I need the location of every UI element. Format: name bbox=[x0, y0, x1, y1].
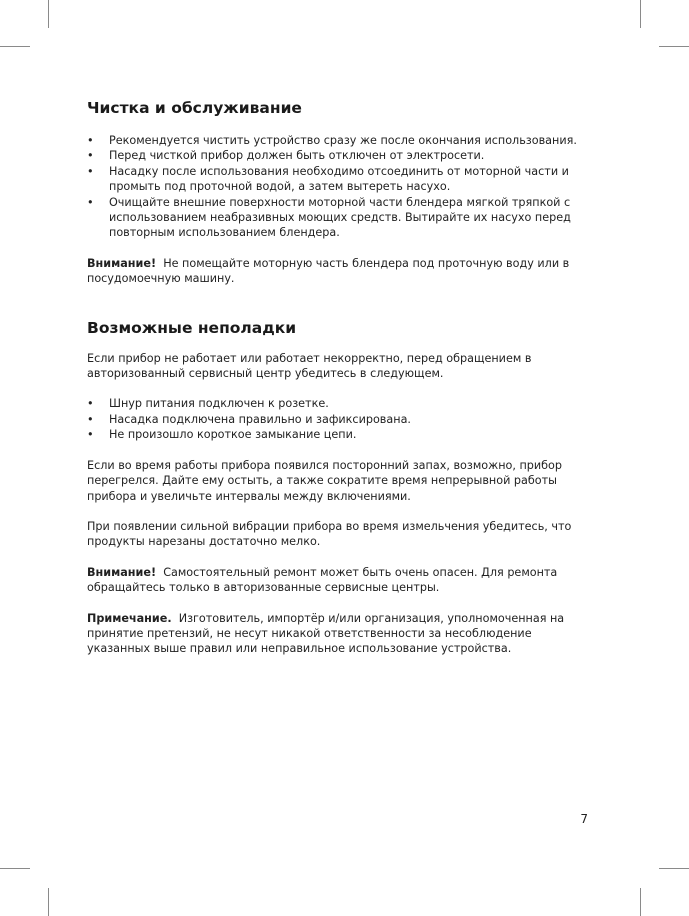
bullet-icon: • bbox=[87, 195, 94, 209]
page-number: 7 bbox=[580, 812, 588, 826]
list-item: • Шнур питания подключен к розетке. bbox=[87, 397, 329, 411]
warning-label: Внимание! bbox=[87, 565, 157, 579]
crop-mark bbox=[659, 868, 689, 869]
crop-mark bbox=[0, 868, 30, 869]
bullet-icon: • bbox=[87, 397, 94, 411]
crop-mark bbox=[640, 0, 641, 28]
list-item: • Насадку после использования необходимо отсоединить от моторной части и промыть под проточной водой, а затем вытереть насухо. bbox=[87, 164, 569, 194]
list-item: • Насадка подключена правильно и зафиксирована. bbox=[87, 412, 411, 426]
list-item: • Не произошло короткое замыкание цепи. bbox=[87, 428, 357, 442]
note-label: Примечание. bbox=[87, 611, 172, 625]
page-content bbox=[87, 98, 597, 657]
bullet-icon: • bbox=[87, 164, 94, 178]
bullet-icon: • bbox=[87, 428, 94, 442]
list-item: • Очищайте внешние поверхности моторной части блендера мягкой тряпкой с использованием неабразивных моющих средств. Вытирайте их насухо перед повторным использованием блендера. bbox=[87, 195, 571, 240]
bullet-icon: • bbox=[87, 134, 94, 147]
crop-mark bbox=[640, 888, 641, 916]
section-title-cleaning: Чистка и обслуживание bbox=[87, 99, 302, 117]
crop-mark bbox=[659, 46, 689, 47]
warning-label: Внимание! bbox=[87, 256, 157, 270]
list-item: • Перед чисткой прибор должен быть отключен от электросети. bbox=[87, 149, 485, 163]
troubleshooting-list bbox=[87, 396, 597, 442]
repair-warning: Внимание! Самостоятельный ремонт может быть очень опасен. Для ремонта обращайтесь только в авторизованные сервисные центры. bbox=[87, 565, 558, 595]
crop-mark bbox=[0, 46, 30, 47]
list-item: • Рекомендуется чистить устройство сразу же после окончания использования. bbox=[87, 134, 577, 147]
smell-paragraph: Если во время работы прибора появился посторонний запах, возможно, прибор перегрелся. Дайте ему остыть, а также сократите время непрерывной работы прибора и увеличьте интервалы между включениями. bbox=[87, 458, 562, 503]
troubleshooting-intro: Если прибор не работает или работает некорректно, перед обращением в авторизованный сервисный центр убедитесь в следующем. bbox=[87, 351, 532, 381]
crop-mark bbox=[48, 0, 49, 28]
section-title-troubleshooting: Возможные неполадки bbox=[87, 318, 297, 337]
liability-note: Примечание. Изготовитель, импортёр и/или организация, уполномоченная на принятие претензий, не несут никакой ответственности за несоблюдение указанных выше правил или неправильное использование устройства. bbox=[87, 611, 565, 656]
cleaning-list bbox=[87, 133, 597, 241]
vibration-paragraph: При появлении сильной вибрации прибора во время измельчения убедитесь, что продукты нарезаны достаточно мелко. bbox=[87, 519, 572, 549]
bullet-icon: • bbox=[87, 149, 94, 163]
cleaning-warning: Внимание! Не помещайте моторную часть блендера под проточную воду или в посудомоечную машину. bbox=[87, 256, 570, 286]
crop-mark bbox=[48, 888, 49, 916]
bullet-icon: • bbox=[87, 412, 94, 426]
